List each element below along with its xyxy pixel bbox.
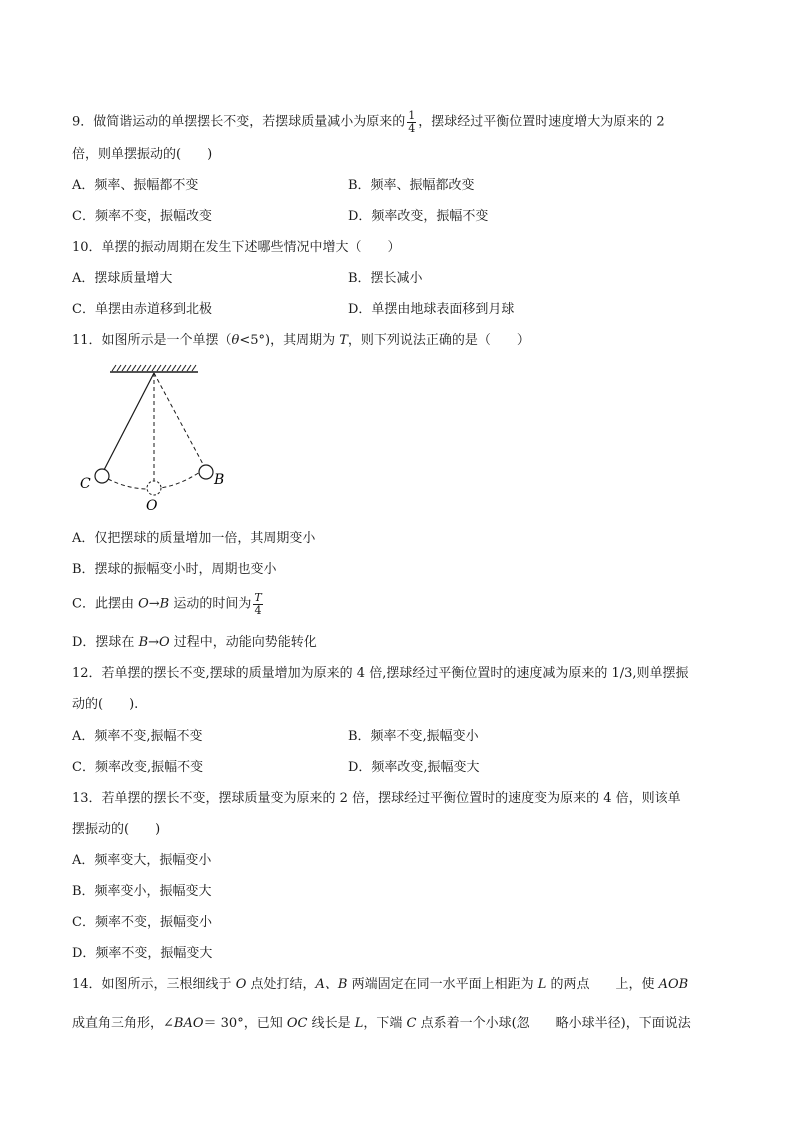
q11-option-d-part1: D．摆球在 <box>72 635 139 650</box>
q11-option-c-fraction <box>253 592 262 616</box>
q11-option-c-frac-denominator: 4 <box>254 603 262 617</box>
q11-option-b: B．摆球的振幅变小时，周期也变小 <box>72 562 277 577</box>
q9-stem-line2: 倍，则单摆振动的( ) <box>72 147 213 162</box>
q14-point-o: O <box>235 977 247 992</box>
q14-line2-part4: ，下端 <box>363 1016 407 1031</box>
q13-stem-line1: 13．若单摆的摆长不变，摆球质量变为原来的 2 倍，摆球经过平衡位置时的速度变为原来的 4 倍，则该单 <box>72 791 681 806</box>
q11-option-d-path: B→O <box>138 635 170 650</box>
q9-option-c: C．频率不变，振幅改变 <box>72 209 212 224</box>
q11-stem <box>72 334 530 347</box>
q12-option-b: B．频率不变,振幅变小 <box>348 729 479 744</box>
pendulum-figure <box>72 362 242 517</box>
q14-line1-part1: 14．如图所示，三根细线于 <box>72 977 236 992</box>
q14-points-ab: A、B <box>315 977 348 992</box>
q9-frac-denominator: 4 <box>408 121 416 135</box>
q14-line2-part1: 成直角三角形， <box>72 1016 164 1031</box>
q10-option-b: B．摆长减小 <box>348 271 423 286</box>
q9-option-a: A．频率、振幅都不变 <box>72 178 199 193</box>
q9-stem-line1 <box>72 110 665 134</box>
q13-option-c: C．频率不变，振幅变小 <box>72 915 212 930</box>
q14-line1-part4: 的两点 上，使 <box>546 977 659 992</box>
q11-option-c-frac-numerator: T <box>254 591 262 604</box>
q14-line1-part3: 两端固定在同一水平面上相距为 <box>347 977 538 992</box>
q14-line1-part2: 点处打结， <box>246 977 316 992</box>
q14-stem-line2 <box>72 1017 691 1030</box>
q11-option-a: A．仅把摆球的质量增加一倍，其周期变小 <box>72 531 316 546</box>
q10-option-a: A．摆球质量增大 <box>72 271 173 286</box>
label-c: C <box>80 476 91 492</box>
q12-stem-line2: 动的( ). <box>72 697 139 712</box>
q9-option-b: B．频率、振幅都改变 <box>348 178 475 193</box>
q11-option-c <box>72 592 265 616</box>
q14-line2-part5: 点系着一个小球(忽 略小球半径)，下面说法 <box>416 1016 691 1031</box>
label-o: O <box>146 498 158 514</box>
q13-option-b: B．频率变小，振幅变大 <box>72 884 212 899</box>
q12-option-d: D．频率改变,振幅变大 <box>348 760 480 775</box>
q9-stem-part2: ，摆球经过平衡位置时速度增大为原来的 2 <box>418 114 665 130</box>
q13-stem-line2: 摆振动的( ) <box>72 822 161 837</box>
q13-option-a: A．频率变大，振幅变小 <box>72 853 212 868</box>
ball-c <box>95 469 109 483</box>
q14-length-l2: L <box>354 1016 364 1031</box>
ball-o <box>147 481 161 495</box>
q11-option-c-path: O→B <box>138 596 170 612</box>
q11-stem-part3: ，则下列说法正确的是（ ） <box>347 333 530 348</box>
q14-point-c: C <box>406 1016 417 1031</box>
string-to-b <box>154 373 204 466</box>
q14-angle-bao: ∠BAO <box>163 1016 204 1031</box>
q14-line2-part3: 线长是 <box>307 1016 355 1031</box>
ceiling-hatching <box>110 365 198 372</box>
q12-option-c: C．频率改变,振幅不变 <box>72 760 204 775</box>
q14-line-oc: OC <box>286 1016 308 1031</box>
q10-option-c: C．单摆由赤道移到北极 <box>72 302 212 317</box>
q11-stem-part2: <5°)，其周期为 <box>239 333 340 348</box>
q12-option-a: A．频率不变,振幅不变 <box>72 729 203 744</box>
q14-triangle-aob: AOB <box>658 977 689 992</box>
q14-line2-part2: ＝ 30°，已知 <box>203 1016 287 1031</box>
q9-option-d: D．频率改变，振幅不变 <box>348 209 489 224</box>
q11-option-d-part2: 过程中，动能向势能转化 <box>169 635 317 650</box>
q11-stem-part1: 11．如图所示是一个单摆（ <box>72 333 232 348</box>
q14-stem-line1 <box>72 978 688 991</box>
q9-stem-part1: 9．做简谐运动的单摆摆长不变，若摆球质量减小为原来的 <box>72 114 406 130</box>
q11-option-c-part2: 运动的时间为 <box>169 596 252 612</box>
q14-length-l: L <box>537 977 547 992</box>
ball-b <box>199 465 213 479</box>
q11-option-d <box>72 636 317 649</box>
string-to-c <box>104 373 154 470</box>
q9-fraction <box>407 110 416 134</box>
q11-period-symbol: T <box>339 333 348 348</box>
q11-option-c-part1: C．此摆由 <box>72 596 139 612</box>
q11-theta-symbol: θ <box>231 333 240 348</box>
q12-stem-line1: 12．若单摆的摆长不变,摆球的质量增加为原来的 4 倍,摆球经过平衡位置时的速度减为原来的 1/3,则单摆振 <box>72 666 689 681</box>
q9-frac-numerator: 1 <box>408 109 416 122</box>
q10-stem: 10．单摆的振动周期在发生下述哪些情况中增大（ ） <box>72 240 401 255</box>
q10-option-d: D．单摆由地球表面移到月球 <box>348 302 515 317</box>
label-b: B <box>214 472 225 488</box>
q13-option-d: D．频率不变，振幅变大 <box>72 946 213 961</box>
